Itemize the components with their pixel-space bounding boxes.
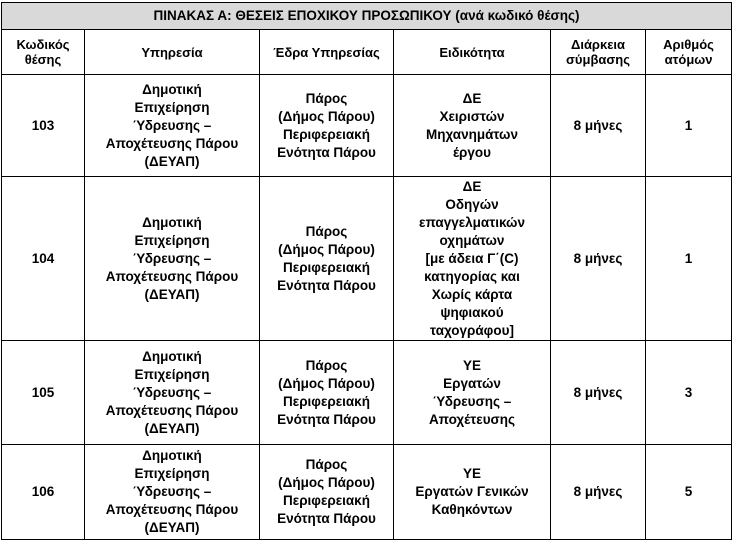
- header-service: Υπηρεσία: [85, 30, 260, 75]
- cell-seat: Πάρος (Δήμος Πάρου) Περιφερειακή Ενότητα Πάρου: [260, 75, 394, 177]
- cell-count: 5: [646, 445, 732, 540]
- header-specialty: Ειδικότητα: [394, 30, 551, 75]
- seasonal-staff-table: [1, 2, 732, 540]
- table-row: [2, 75, 732, 177]
- cell-count: 3: [646, 341, 732, 445]
- cell-service: Δημοτική Επιχείρηση Ύδρευσης – Αποχέτευσης Πάρου (ΔΕΥΑΠ): [85, 341, 260, 445]
- cell-code: 105: [2, 341, 85, 445]
- cell-duration: 8 μήνες: [551, 177, 646, 341]
- cell-duration: 8 μήνες: [551, 445, 646, 540]
- cell-service: Δημοτική Επιχείρηση Ύδρευσης – Αποχέτευσης Πάρου (ΔΕΥΑΠ): [85, 75, 260, 177]
- cell-specialty: ΔΕ Χειριστών Μηχανημάτων έργου: [394, 75, 551, 177]
- cell-service: Δημοτική Επιχείρηση Ύδρευσης – Αποχέτευσης Πάρου (ΔΕΥΑΠ): [85, 177, 260, 341]
- cell-code: 104: [2, 177, 85, 341]
- header-seat: Έδρα Υπηρεσίας: [260, 30, 394, 75]
- cell-duration: 8 μήνες: [551, 75, 646, 177]
- cell-seat: Πάρος (Δήμος Πάρου) Περιφερειακή Ενότητα Πάρου: [260, 445, 394, 540]
- cell-code: 103: [2, 75, 85, 177]
- cell-seat: Πάρος (Δήμος Πάρου) Περιφερειακή Ενότητα Πάρου: [260, 341, 394, 445]
- table-title-row: [2, 3, 732, 30]
- table-row: [2, 341, 732, 445]
- cell-seat: Πάρος (Δήμος Πάρου) Περιφερειακή Ενότητα Πάρου: [260, 177, 394, 341]
- header-count: Αριθμός ατόμων: [646, 30, 732, 75]
- header-code: Κωδικός θέσης: [2, 30, 85, 75]
- table-row: [2, 177, 732, 341]
- cell-duration: 8 μήνες: [551, 341, 646, 445]
- cell-count: 1: [646, 177, 732, 341]
- header-duration: Διάρκεια σύμβασης: [551, 30, 646, 75]
- table-title: ΠΙΝΑΚΑΣ Α: ΘΕΣΕΙΣ ΕΠΟΧΙΚΟΥ ΠΡΟΣΩΠΙΚΟΥ (ανά κωδικό θέσης): [2, 3, 732, 30]
- cell-specialty: ΥΕ Εργατών Ύδρευσης – Αποχέτευσης: [394, 341, 551, 445]
- cell-service: Δημοτική Επιχείρηση Ύδρευσης – Αποχέτευσης Πάρου (ΔΕΥΑΠ): [85, 445, 260, 540]
- cell-count: 1: [646, 75, 732, 177]
- table-row: [2, 445, 732, 540]
- cell-specialty: ΥΕ Εργατών Γενικών Καθηκόντων: [394, 445, 551, 540]
- table-header-row: [2, 30, 732, 75]
- cell-specialty: ΔΕ Οδηγών επαγγελματικών οχημάτων [με άδεια Γ΄(C) κατηγορίας και Χωρίς κάρτα ψηφιακού ταχογράφου]: [394, 177, 551, 341]
- cell-code: 106: [2, 445, 85, 540]
